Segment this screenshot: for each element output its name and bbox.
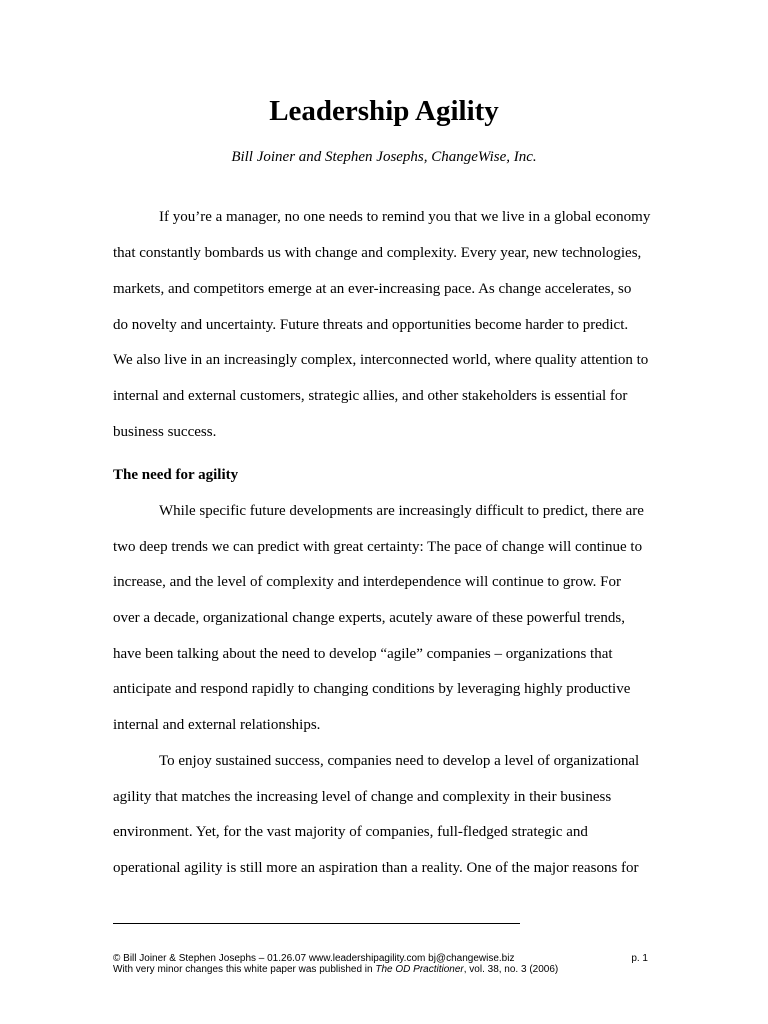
paragraph-3-line-3: environment. Yet, for the vast majority of companies, full-fledged strategic and (113, 824, 588, 840)
publication-journal: The OD Practitioner (375, 964, 464, 975)
footer-publication (113, 964, 558, 976)
paragraph-2-line-4: over a decade, organizational change experts, acutely aware of these powerful trends, (113, 610, 625, 626)
footer-divider (113, 923, 520, 924)
paragraph-1-line-6: internal and external customers, strategic allies, and other stakeholders is essential for (113, 388, 628, 404)
document-title: Leadership Agility (269, 95, 499, 127)
paragraph-1-line-4: do novelty and uncertainty. Future threats and opportunities become harder to predict. (113, 317, 629, 333)
paragraph-2-line-1: While specific future developments are increasingly difficult to predict, there are (159, 503, 644, 519)
paragraph-1-line-2: that constantly bombards us with change and complexity. Every year, new technologies, (113, 245, 642, 261)
section-heading: The need for agility (113, 467, 239, 483)
paragraph-1-line-7: business success. (113, 424, 217, 440)
publication-suffix: , vol. 38, no. 3 (2006) (463, 964, 559, 975)
paragraph-3-line-4: operational agility is still more an aspiration than a reality. One of the major reasons for (113, 860, 639, 876)
footer-copyright: © Bill Joiner & Stephen Josephs – 01.26.07 www.leadershipagility.com bj@changewise.biz (113, 953, 515, 964)
paragraph-3-line-1: To enjoy sustained success, companies need to develop a level of organizational (159, 753, 640, 769)
paragraph-1-line-1: If you’re a manager, no one needs to remind you that we live in a global economy (159, 209, 651, 225)
paragraph-3-line-2: agility that matches the increasing level of change and complexity in their business (113, 789, 612, 805)
paragraph-2-line-2: two deep trends we can predict with great certainty: The pace of change will continue to (113, 539, 643, 555)
paragraph-1-line-5: We also live in an increasingly complex, interconnected world, where quality attention to (113, 352, 649, 368)
paragraph-1-line-3: markets, and competitors emerge at an ever-increasing pace. As change accelerates, so (113, 281, 632, 297)
paragraph-2-line-6: anticipate and respond rapidly to changing conditions by leveraging highly productive (113, 681, 631, 697)
publication-prefix: With very minor changes this white paper was published in (113, 964, 376, 975)
page-number: p. 1 (631, 953, 648, 964)
paragraph-2-line-5: have been talking about the need to develop “agile” companies – organizations that (113, 646, 613, 662)
paragraph-2-line-7: internal and external relationships. (113, 717, 321, 733)
document-authors: Bill Joiner and Stephen Josephs, ChangeWise, Inc. (231, 149, 537, 165)
paragraph-2-line-3: increase, and the level of complexity and interdependence will continue to grow. For (113, 574, 622, 590)
